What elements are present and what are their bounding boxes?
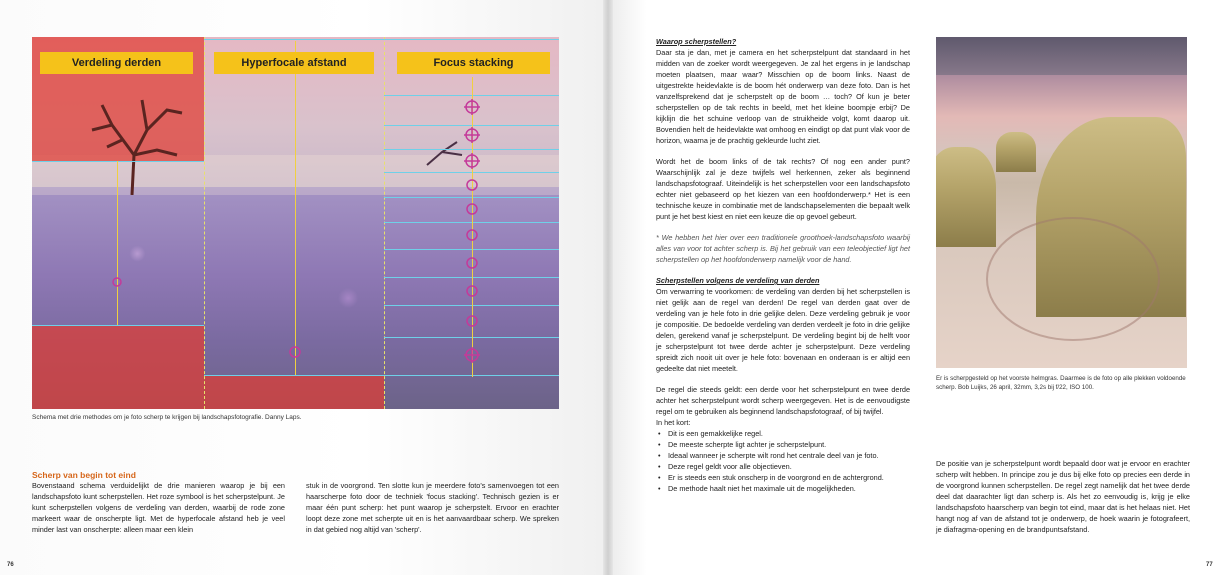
list-item: • Dit is een gemakkelijke regel.	[664, 428, 910, 439]
summary-list	[656, 428, 910, 494]
sand-ridge	[986, 217, 1160, 341]
subheading-verdeling: Scherpstellen volgens de verdeling van derden	[656, 276, 820, 285]
left-column-text: Bovenstaand schema verduidelijkt de drie manieren waarop je bij een landschapsfoto kunt scherpstellen. Het roze symbool is het scherpstelpunt. Je kunt scherpstellen volgens de verdeling van derden, waarbij de rode zone markeert waar de onscherpte ligt. Met de hyperfocale afstand heb je veel minder last van onscherpte: alleen maar een klein	[32, 481, 285, 535]
right-column-text: stuk in de voorgrond. Ten slotte kun je meerdere foto's samenvoegen tot een haarscherpe foto door de techniek 'focus stacking'. Technisch gezien is er maar één punt scherp: het punt waarop je scherpstelt. Ervoor en erachter loopt deze zone met scherpte uit en is het aanvaardbaar scherp. We spreken in dat gebied nog altijd van 'scherp'.	[306, 481, 559, 535]
paragraph: Daar sta je dan, met je camera en het scherpstelpunt dat standaard in het midden van de zoeker wordt weergegeven. Je zal het ergens in je landschap moeten plaatsen, maar waar? Misschien op de boom links. Naast de uitgestrekte heidevlakte is de boom hét onderwerp van deze foto. Dan is het vanzelfsprekend dat je scherpstelt op de boom … toch? Of kun je beter scherpstellen op de tak rechts in beeld, met het kleine boompje erbij? De kijklijn die het schuine verloop van de struikheide volgt, komt daarop uit. Bovendien helt de heidevlakte wat omhoog en eindigt op dat punt vlak voor de horizon, waarna je de prachtig gekleurde lucht ziet.	[656, 48, 910, 145]
paragraph: Om verwarring te voorkomen: de verdeling van derden bij het scherpstellen is niet gelijk aan de regel van derden! De regel van derden gaat over de verdeling van je hele foto in drie gelijke delen. Deze verdeling gebruik je voor je compositie. De bedoelde verdeling van derden verdeelt je foto in drie gelijke delen, gerekend vanaf je scherpstelpunt. De verdeling begint bij de helft voor je scherpstelpunt tot twee derde achter je scherpstelpunt. Deze verdeling spreidt zich nooit uit over je hele foto: bovenaan en onderaan is er altijd een gedeelte dat niet meetelt.	[656, 287, 910, 373]
right-page-column-1	[656, 36, 910, 494]
page-number-left: 76	[7, 562, 14, 568]
book-gutter	[603, 0, 613, 575]
dune-photo-caption: Er is scherpgesteld op het voorste helmgras. Daarmee is de foto op alle plekken voldoende scherp. Bob Luijks, 26 april, 32mm, 3,2s bij f/22, ISO 100.	[936, 375, 1186, 391]
label-verdeling-derden: Verdeling derden	[40, 52, 193, 74]
focus-point-icon	[290, 347, 300, 357]
section-heading: Scherp van begin tot eind	[32, 470, 136, 480]
grass-tuft	[936, 147, 996, 247]
label-focus-stacking: Focus stacking	[397, 52, 550, 74]
list-item: • Deze regel geldt voor alle objectieven.	[664, 461, 910, 472]
label-hyperfocale-afstand: Hyperfocale afstand	[214, 52, 374, 74]
focus-point-markers	[32, 37, 559, 409]
storm-cloud	[936, 37, 1187, 75]
figure-caption: Schema met drie methodes om je foto scherp te krijgen bij landschapsfotografie. Danny Laps.	[32, 414, 302, 421]
heathland-diagram-photo	[32, 37, 559, 409]
footnote: * We hebben het hier over een traditionele groothoek-landschapsfoto waarbij alles van voor tot achter scherp is. Bij het gebruik van een teleobjectief ligt het scherpstellen op het hoofdonderwerp namelijk voor de hand.	[656, 233, 910, 264]
grass-tuft	[996, 132, 1036, 172]
page-number-right: 77	[1206, 562, 1213, 568]
list-intro: In het kort:	[656, 418, 691, 427]
paragraph: Wordt het de boom links of de tak rechts? Of nog een ander punt? Waarschijnlijk zal je deze twijfels wel herkennen, zeker als beginnend landschapsfotograaf. Uiteindelijk is het scherpstellen voor een landschapsfoto echter niet gebaseerd op het kiezen van een hoofdonderwerp.* Het is een technische keuze in combinatie met de landschapselementen die bepaalt welk punt je het best kiest en niet een keuze die op gevoel gebeurt.	[656, 157, 910, 221]
focus-point-icon	[113, 278, 121, 286]
right-page-column-2: De positie van je scherpstelpunt wordt bepaald door wat je ervoor en erachter scherp wilt hebben. In principe zou je dus bij elke foto op precies een derde in de voorgrond kunnen scherpstellen. De regel zegt namelijk dat het twee derde deel dat daarachter ligt dan scherp is. Als het zo eenvoudig is, krijg je elke landschapsfoto haarscherp van begin tot eind, maar dat is het helaas niet. Het hangt nog af van de afstand tot je onderwerp, de hoek waarin je fotografeert, je diafragma-opening en de brandpuntsafstand.	[936, 459, 1190, 534]
list-item: • De methode haalt niet het maximale uit de mogelijkheden.	[664, 483, 910, 494]
list-item: • De meeste scherpte ligt achter je scherpstelpunt.	[664, 439, 910, 450]
list-item: • Er is steeds een stuk onscherp in de voorgrond en de achtergrond.	[664, 472, 910, 483]
list-item: • Ideaal wanneer je scherpte wilt rond het centrale deel van je foto.	[664, 450, 910, 461]
dune-photo	[936, 37, 1187, 368]
paragraph: De regel die steeds geldt: een derde voor het scherpstelpunt en twee derde achter het scherpstelpunt wordt scherp weergegeven. Het is de eenvoudigste regel om te gebruiken als beginnend landschapsfotograaf, of bij twijfel.	[656, 385, 910, 416]
subheading-waarop: Waarop scherpstellen?	[656, 37, 737, 46]
